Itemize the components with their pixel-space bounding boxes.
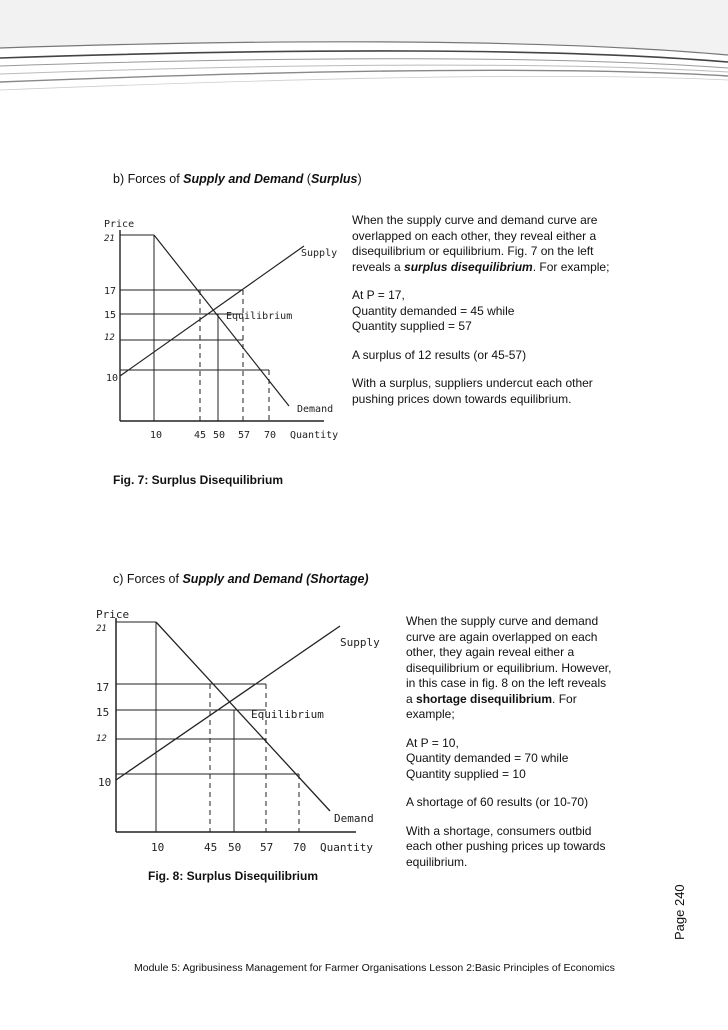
fig7-ytick-17: 17 (104, 286, 117, 297)
section-b-para-3: A surplus of 12 results (or 45-57) (352, 347, 527, 362)
fig7-caption: Fig. 7: Surplus Disequilibrium (113, 473, 284, 487)
fig8-ytick-10: 10 (98, 776, 112, 789)
fig7-price-label: Price (104, 219, 135, 230)
fig7-quantity-label: Quantity (290, 430, 339, 441)
section-c-text (406, 614, 614, 883)
section-b-para-4: With a surplus, suppliers undercut each other pushing prices down towards equilibrium. (352, 376, 593, 406)
fig8-xtick-70: 70 (293, 841, 307, 854)
fig8-ytick-21: 21 (96, 624, 107, 634)
section-b-para-2: At P = 17, Quantity demanded = 45 while Quantity supplied = 57 (352, 288, 515, 333)
section-c-para-3: A shortage of 60 results (or 10-70) (406, 795, 589, 809)
section-b-text (352, 213, 614, 420)
fig7-xtick-70: 70 (264, 430, 277, 441)
section-b-para-1: When the supply curve and demand curve are overlapped on each other, they reveal either a disequilibrium or equilibrium. Fig. 7 on the left reveals a surplus disequilibrium. For example; (352, 213, 610, 274)
section-c-heading: c) Forces of Supply and Demand (Shortage) (113, 572, 369, 586)
fig8-demand-label: Demand (334, 812, 374, 825)
fig8-xtick-10: 10 (151, 841, 165, 854)
fig7-chart (104, 216, 339, 448)
fig7-demand-label: Demand (297, 404, 334, 415)
fig7-xtick-10: 10 (150, 430, 163, 441)
section-c-para-1: When the supply curve and demand curve are again overlapped on each other, they again reveal either a disequilibrium or equilibrium. However, in this case in fig. 8 on the left reveals a shortage disequilibrium. For example; (406, 614, 612, 721)
fig8-quantity-label: Quantity (320, 841, 373, 854)
fig8-price-label: Price (96, 608, 130, 621)
fig8-ytick-12: 12 (96, 734, 107, 744)
fig8-ytick-17: 17 (96, 681, 110, 694)
fig8-xtick-45: 45 (204, 841, 218, 854)
fig8-supply-line (116, 626, 340, 780)
fig7-xtick-45: 45 (194, 430, 207, 441)
fig7-xtick-57: 57 (238, 430, 251, 441)
page-footer: Module 5: Agribusiness Management for Farmer Organisations Lesson 2:Basic Principles of Economics (134, 962, 615, 974)
fig7-supply-label: Supply (301, 248, 338, 259)
header-decoration (0, 0, 728, 120)
fig8-xtick-50: 50 (228, 841, 242, 854)
fig8-chart (94, 606, 380, 858)
section-c-para-4: With a shortage, consumers outbid each other pushing prices up towards equilibrium. (406, 823, 606, 869)
fig7-xtick-50: 50 (213, 430, 226, 441)
fig7-ytick-10: 10 (106, 373, 119, 384)
fig7-equilibrium-label: Equilibrium (226, 311, 293, 322)
fig8-supply-label: Supply (340, 636, 380, 649)
page-number: Page 240 (672, 884, 687, 940)
section-c-para-2: At P = 10, Quantity demanded = 70 while Quantity supplied = 10 (406, 735, 569, 781)
fig8-caption: Fig. 8: Surplus Disequilibrium (148, 869, 319, 883)
fig7-ytick-12: 12 (104, 333, 115, 343)
fig7-ytick-21: 21 (104, 234, 115, 244)
fig8-equilibrium-label: Equilibrium (251, 708, 324, 721)
fig7-ytick-15: 15 (104, 310, 117, 321)
fig8-xtick-57: 57 (260, 841, 274, 854)
section-b-heading: b) Forces of Supply and Demand (Surplus) (113, 172, 362, 186)
fig8-ytick-15: 15 (96, 706, 110, 719)
